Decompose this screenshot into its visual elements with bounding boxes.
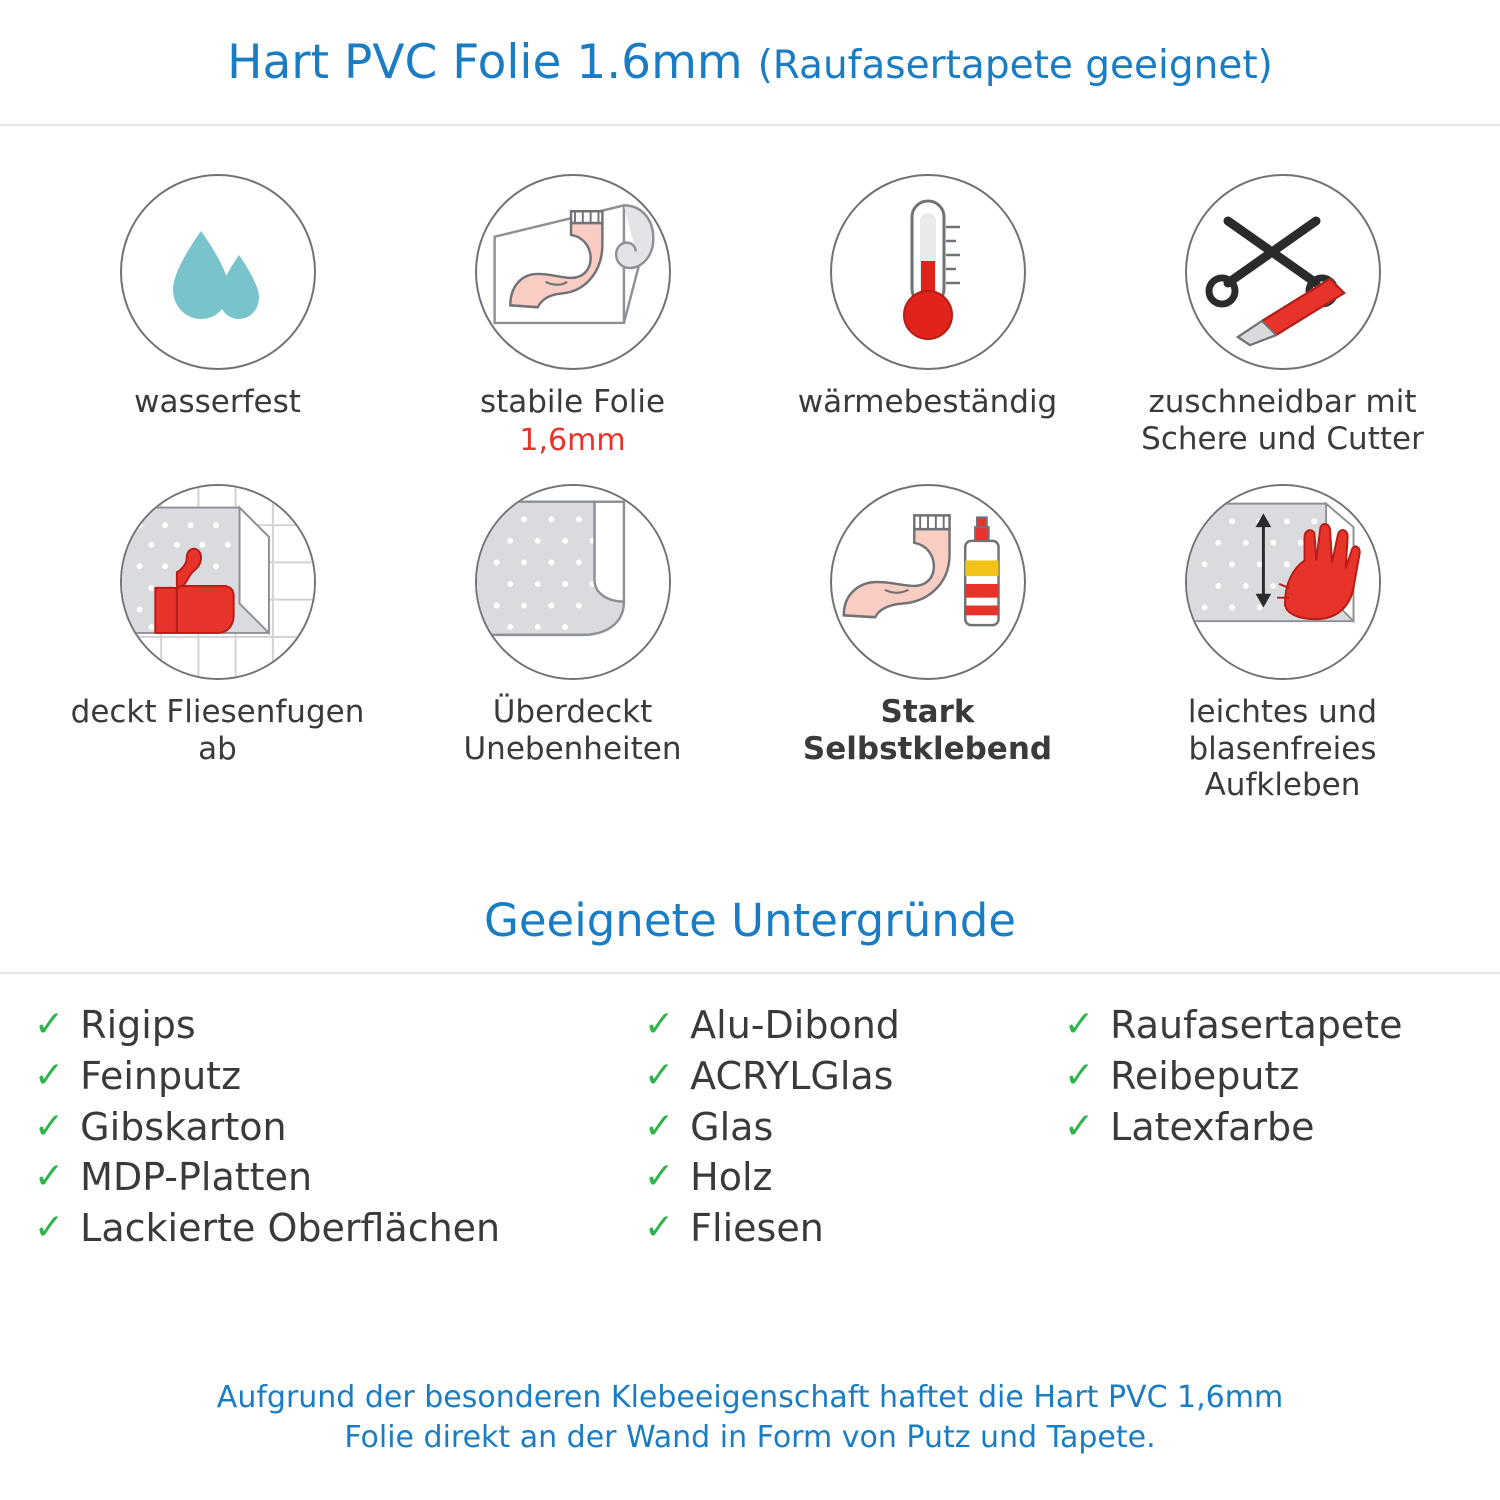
check-icon: ✓ <box>644 1003 675 1045</box>
footer-note-line-2: Folie direkt an der Wand in Form von Putz und Tapete. <box>344 1419 1156 1455</box>
footer-note-line-1: Aufgrund der besonderen Klebeeigenschaft haftet die Hart PVC 1,6mm <box>216 1379 1284 1415</box>
list-item <box>1064 1051 1466 1102</box>
page-title-main: Hart PVC Folie 1.6mm <box>227 34 758 90</box>
feature-wasserfest <box>40 174 395 458</box>
substrates-column-3 <box>1064 1000 1466 1255</box>
feature-label: zuschneidbar mit Schere und Cutter <box>1141 384 1424 457</box>
feature-label: deckt Fliesenfugen ab <box>70 693 365 767</box>
feature-stabile-folie <box>395 174 750 458</box>
check-icon: ✓ <box>1064 1003 1095 1045</box>
page-title-paren: (Raufasertapete geeignet) <box>757 42 1273 88</box>
list-item-label: Fliesen <box>690 1206 824 1251</box>
list-item <box>34 1102 644 1153</box>
feature-unebenheiten <box>395 484 750 804</box>
list-item <box>1064 1000 1466 1051</box>
feature-aufkleben <box>1105 484 1460 804</box>
list-item-label: Alu-Dibond <box>690 1002 900 1047</box>
check-icon: ✓ <box>34 1105 65 1147</box>
check-icon: ✓ <box>644 1054 675 1096</box>
list-item-label: Lackierte Oberflächen <box>80 1206 501 1251</box>
footer-note <box>0 1378 1500 1458</box>
section-title: Geeignete Untergründe <box>483 894 1016 948</box>
list-item-label: Raufasertapete <box>1110 1002 1403 1047</box>
list-item-label: MDP-Platten <box>80 1155 313 1200</box>
feature-label: leichtes und blasenfreies Aufkleben <box>1187 693 1378 804</box>
list-item-label: Rigips <box>80 1002 196 1047</box>
substrates-column-1 <box>34 1000 644 1255</box>
list-item <box>644 1152 1064 1203</box>
check-icon: ✓ <box>34 1003 65 1045</box>
substrates-column-2 <box>644 1000 1064 1255</box>
check-icon: ✓ <box>1064 1054 1095 1096</box>
list-item <box>644 1051 1064 1102</box>
feature-label: wärmebeständig <box>797 384 1058 420</box>
list-item <box>34 1152 644 1203</box>
check-icon: ✓ <box>34 1156 65 1198</box>
check-icon: ✓ <box>644 1156 675 1198</box>
check-icon: ✓ <box>34 1054 65 1096</box>
check-icon: ✓ <box>644 1207 675 1249</box>
water-drops-icon <box>120 174 316 370</box>
feature-label: stabile Folie 1,6mm <box>479 384 666 458</box>
list-item <box>34 1051 644 1102</box>
strong-arm-glue-icon <box>830 484 1026 680</box>
check-icon: ✓ <box>34 1207 65 1249</box>
feature-fliesenfugen <box>40 484 395 804</box>
substrates-list <box>0 974 1500 1255</box>
list-item <box>644 1203 1064 1254</box>
scissors-cutter-icon <box>1185 174 1381 370</box>
list-item <box>34 1203 644 1254</box>
list-item-label: Gibskarton <box>80 1104 287 1149</box>
list-item-label: Reibeputz <box>1110 1053 1300 1098</box>
strong-arm-foil-icon <box>475 174 671 370</box>
check-icon: ✓ <box>644 1105 675 1147</box>
feature-label: Stark Selbstklebend <box>802 693 1053 767</box>
list-item <box>644 1000 1064 1051</box>
check-icon: ✓ <box>1064 1105 1095 1147</box>
page-title <box>227 35 1273 90</box>
list-item <box>34 1000 644 1051</box>
foil-peel-unevenness-icon <box>475 484 671 680</box>
section-header <box>0 870 1500 974</box>
header <box>0 0 1500 126</box>
list-item-label: Holz <box>690 1155 773 1200</box>
thermometer-icon <box>830 174 1026 370</box>
feature-grid <box>0 126 1500 804</box>
feature-waermebestaendig <box>750 174 1105 458</box>
list-item <box>644 1102 1064 1153</box>
feature-label: Überdeckt Unebenheiten <box>463 693 682 767</box>
list-item-label: Latexfarbe <box>1110 1104 1315 1149</box>
feature-selbstklebend <box>750 484 1105 804</box>
list-item-label: Glas <box>690 1104 774 1149</box>
hand-smoothing-foil-icon <box>1185 484 1381 680</box>
feature-sub-label: 1,6mm <box>519 422 626 458</box>
list-item-label: ACRYLGlas <box>690 1053 894 1098</box>
thumb-up-tile-grout-icon <box>120 484 316 680</box>
list-item <box>1064 1102 1466 1153</box>
feature-label: wasserfest <box>134 384 301 420</box>
feature-zuschneidbar <box>1105 174 1460 458</box>
list-item-label: Feinputz <box>80 1053 242 1098</box>
